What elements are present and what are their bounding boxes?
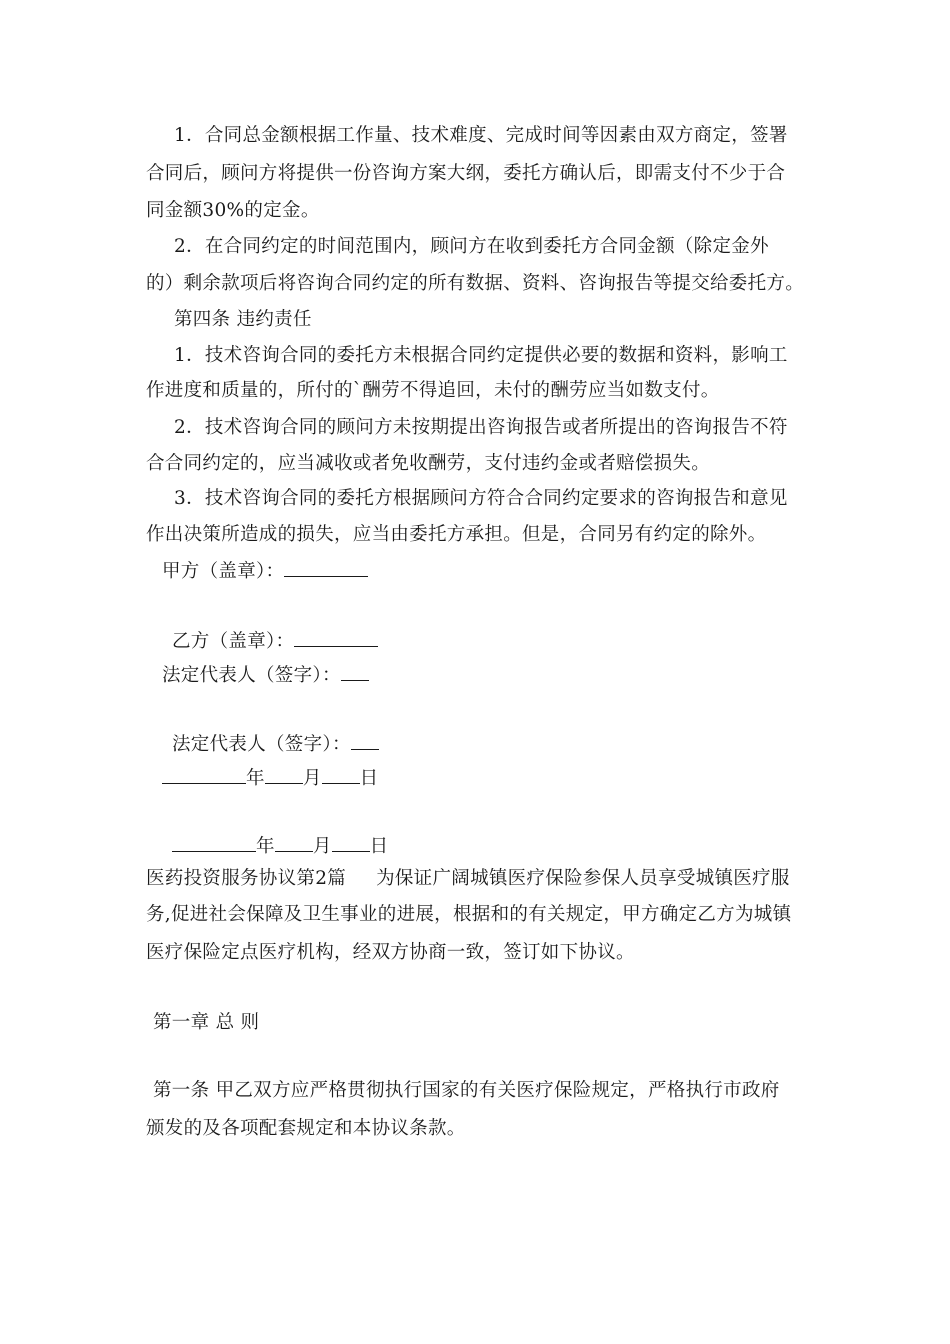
day-blank-1[interactable] (322, 765, 360, 784)
party-b-seal (172, 628, 378, 654)
legal-rep-1 (162, 662, 369, 688)
clause-4-2-line-1: 2．技术咨询合同的顾问方未按期提出咨询报告或者所提出的咨询报告不符 (174, 417, 788, 438)
article-1-line-2: 颁发的及各项配套规定和本协议条款。 (146, 1118, 466, 1139)
month-blank-2[interactable] (275, 833, 313, 852)
date-line-2 (172, 833, 388, 859)
legal-rep-1-blank[interactable] (341, 662, 369, 681)
clause-4-1-line-2: 作进度和质量的，所付的`酬劳不得追回，未付的酬劳应当如数支付。 (146, 380, 720, 401)
month-blank-1[interactable] (265, 765, 303, 784)
clause-3-1-line-2: 合同后，顾问方将提供一份咨询方案大纲，委托方确认后，即需支付不少于合 (146, 163, 786, 184)
clause-3-2-line-2: 的）剩余款项后将咨询合同约定的所有数据、资料、咨询报告等提交给委托方。 (146, 273, 805, 294)
clause-4-1-line-1: 1．技术咨询合同的委托方未根据合同约定提供必要的数据和资料，影响工 (174, 345, 788, 366)
party-a-blank[interactable] (284, 558, 368, 577)
article-1-line-1: 第一条 甲乙双方应严格贯彻执行国家的有关医疗保险规定，严格执行市政府 (153, 1080, 780, 1101)
year-label-2: 年 (256, 836, 275, 857)
day-label-2: 日 (369, 836, 389, 857)
legal-rep-2 (172, 731, 379, 757)
clause-4-2-line-2: 合合同约定的，应当减收或者免收酬劳，支付违约金或者赔偿损失。 (146, 453, 711, 474)
month-label-1: 月 (302, 768, 322, 789)
article-4-heading: 第四条 违约责任 (174, 309, 312, 330)
party-a-label: 甲方（盖章）： (162, 561, 285, 582)
legal-rep-2-label: 法定代表人（签字）： (172, 734, 351, 755)
year-blank-1[interactable] (162, 765, 246, 784)
year-label-1: 年 (246, 768, 265, 789)
clause-3-1-line-3: 同金额30%的定金。 (146, 200, 320, 221)
month-label-2: 月 (312, 836, 332, 857)
day-blank-2[interactable] (332, 833, 370, 852)
chapter-1-heading: 第一章 总 则 (153, 1012, 260, 1033)
day-label-1: 日 (359, 768, 379, 789)
section2-intro-1: 为保证广阔城镇医疗保险参保人员享受城镇医疗服 (376, 868, 790, 889)
year-blank-2[interactable] (172, 833, 256, 852)
section2-intro-2: 务,促进社会保障及卫生事业的进展，根据和的有关规定，甲方确定乙方为城镇 (146, 904, 792, 925)
party-a-seal (162, 558, 368, 584)
clause-3-1-line-1: 1．合同总金额根据工作量、技术难度、完成时间等因素由双方商定，签署 (174, 125, 788, 146)
party-b-label: 乙方（盖章）： (172, 631, 295, 652)
section2-title: 医药投资服务协议第2篇 (146, 868, 347, 889)
clause-3-2-line-1: 2．在合同约定的时间范围内，顾问方在收到委托方合同金额（除定金外 (174, 236, 769, 257)
clause-4-3-line-1: 3．技术咨询合同的委托方根据顾问方符合合同约定要求的咨询报告和意见 (174, 488, 788, 509)
section2-intro-3: 医疗保险定点医疗机构，经双方协商一致，签订如下协议。 (146, 942, 635, 963)
party-b-blank[interactable] (294, 628, 378, 647)
legal-rep-1-label: 法定代表人（签字）： (162, 665, 341, 686)
clause-4-3-line-2: 作出决策所造成的损失，应当由委托方承担。但是，合同另有约定的除外。 (146, 524, 767, 545)
date-line-1 (162, 765, 378, 791)
section2-first-line (146, 867, 790, 891)
legal-rep-2-blank[interactable] (351, 731, 379, 750)
